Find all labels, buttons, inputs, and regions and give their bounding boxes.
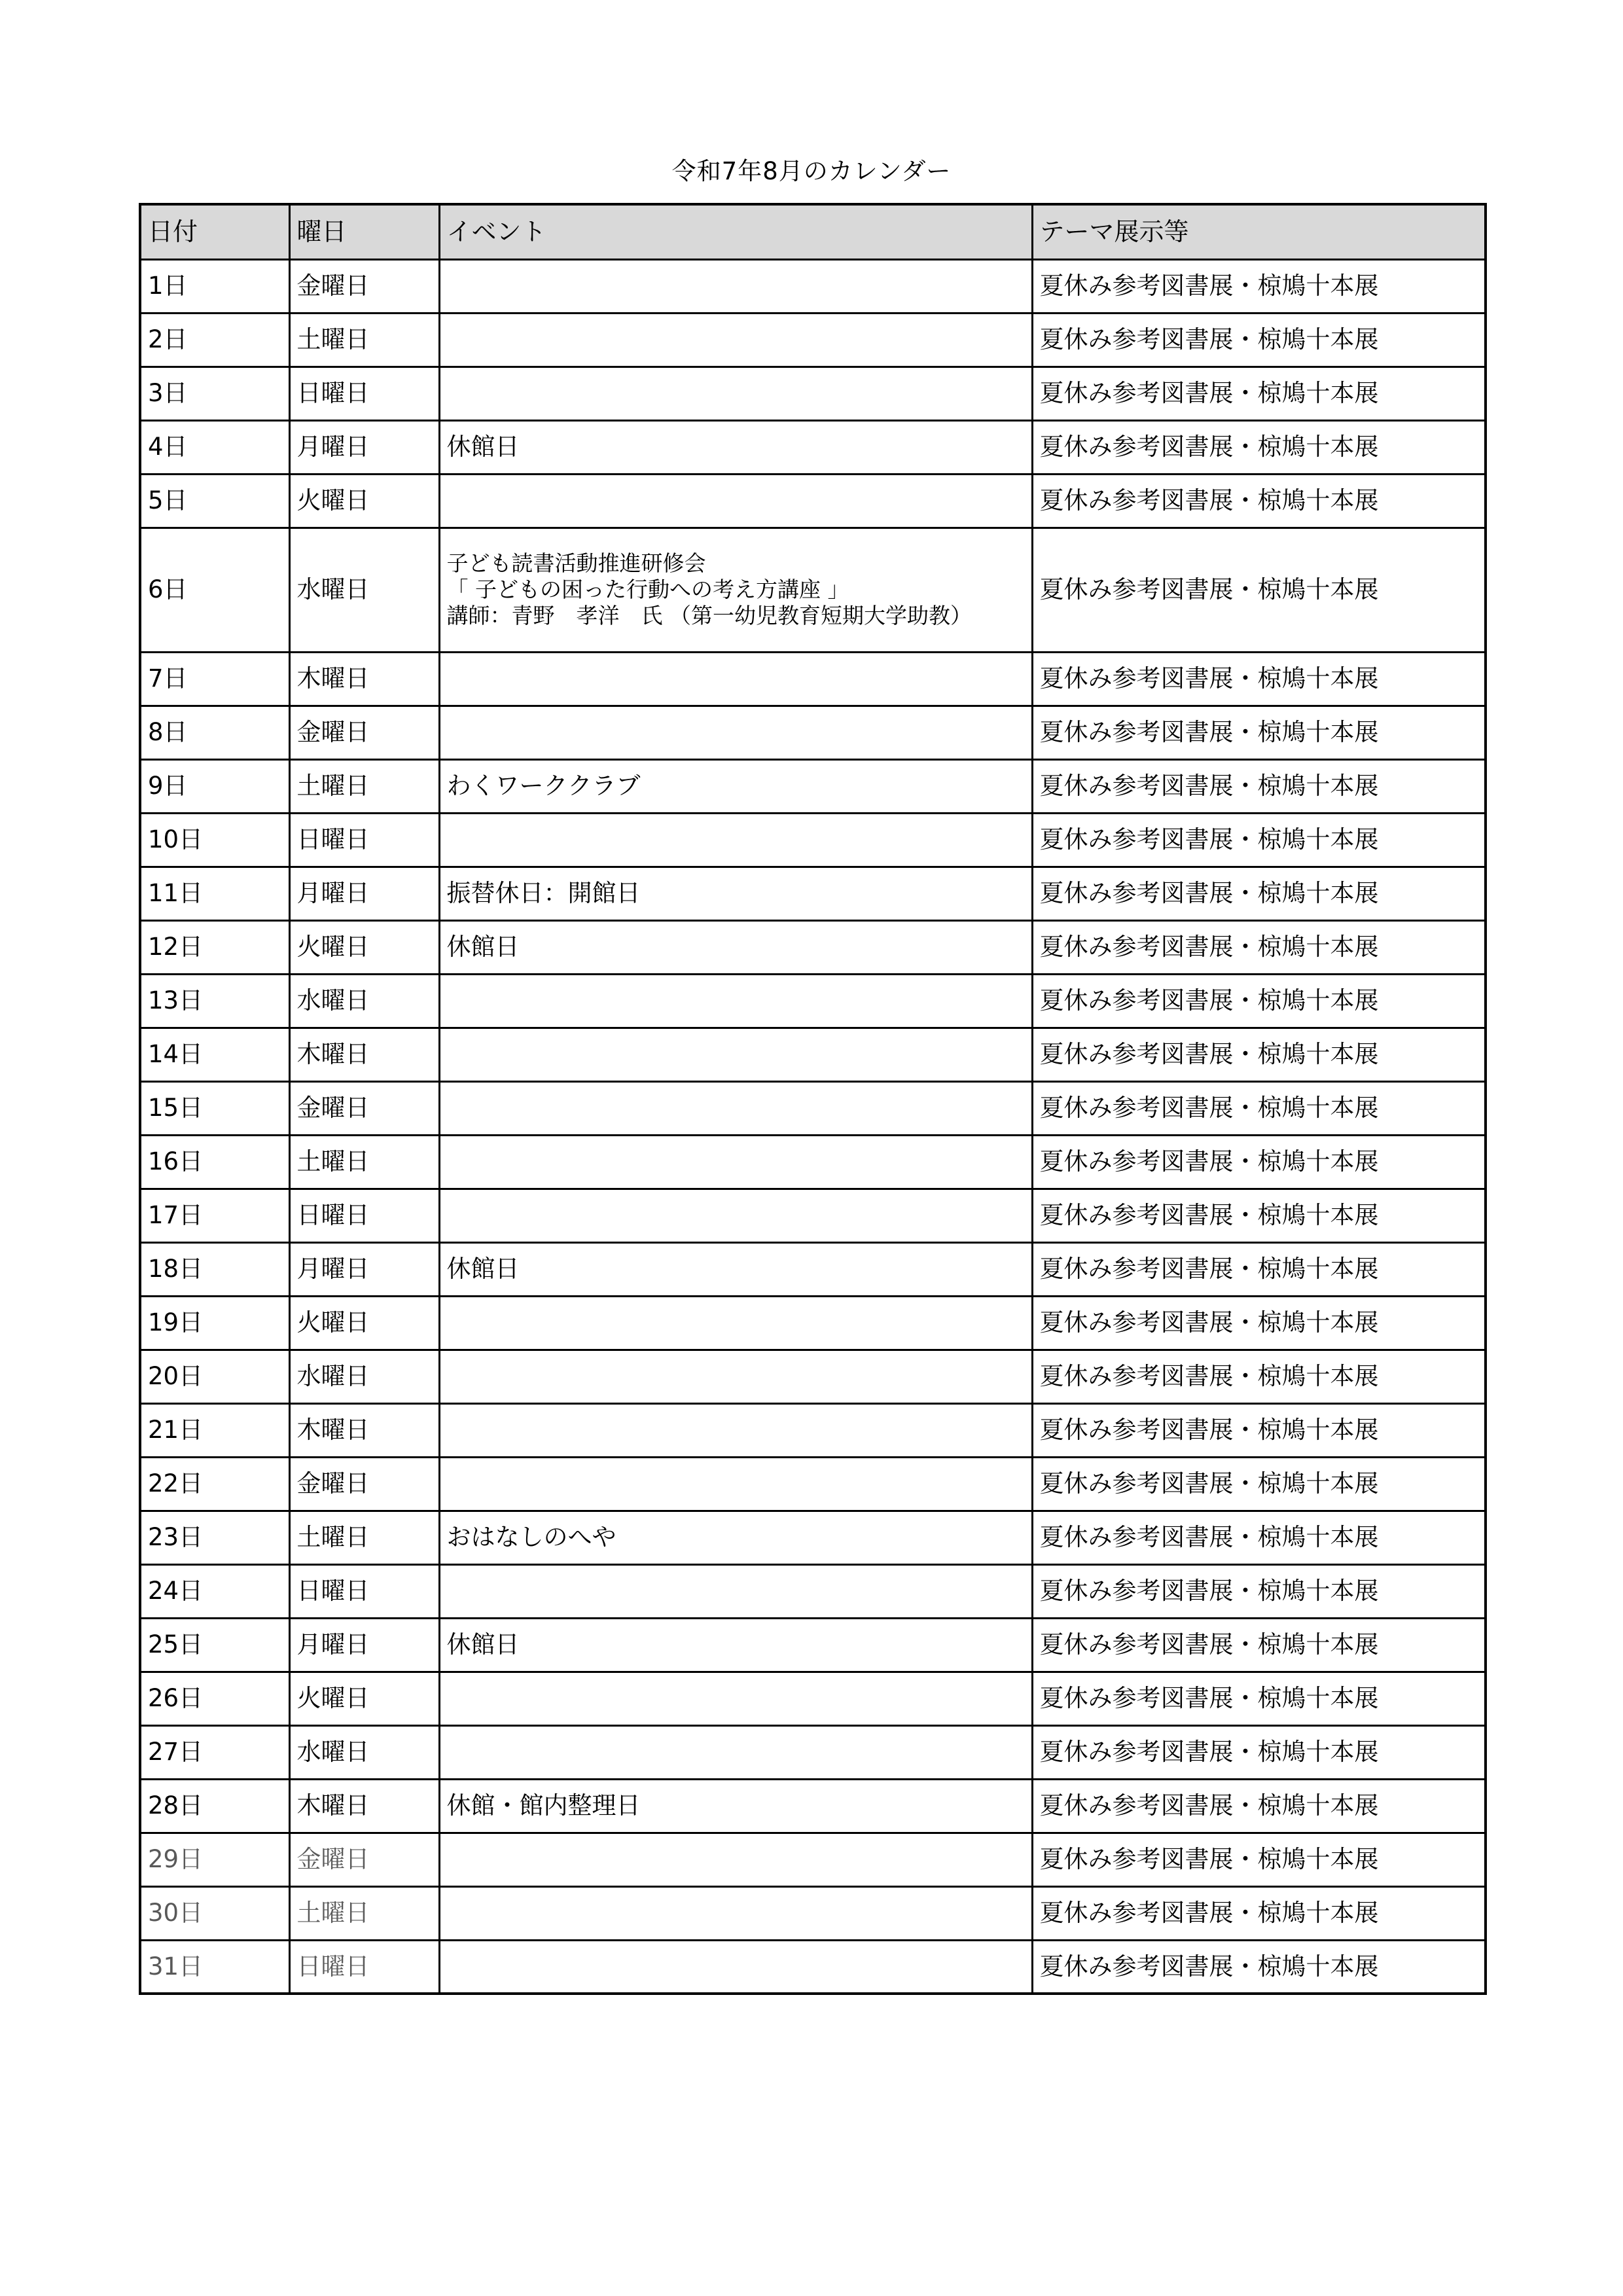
- theme-cell: 夏休み参考図書展・椋鳩十本展: [1032, 528, 1486, 652]
- event-cell: [439, 813, 1032, 867]
- date-cell: 15日: [140, 1081, 289, 1135]
- theme-cell: 夏休み参考図書展・椋鳩十本展: [1032, 1779, 1486, 1833]
- table-row: [140, 420, 1486, 474]
- weekday-cell: 月曜日: [289, 1618, 439, 1672]
- event-cell: [439, 259, 1032, 313]
- table-row: [140, 652, 1486, 706]
- date-cell: 23日: [140, 1511, 289, 1564]
- date-cell: 19日: [140, 1296, 289, 1350]
- theme-cell: 夏休み参考図書展・椋鳩十本展: [1032, 1350, 1486, 1403]
- theme-cell: 夏休み参考図書展・椋鳩十本展: [1032, 1564, 1486, 1618]
- table-row: [140, 974, 1486, 1028]
- weekday-cell: 火曜日: [289, 474, 439, 528]
- event-cell: おはなしのへや: [439, 1511, 1032, 1564]
- date-cell: 11日: [140, 867, 289, 920]
- table-row: [140, 1564, 1486, 1618]
- weekday-cell: 日曜日: [289, 367, 439, 420]
- table-row: [140, 313, 1486, 367]
- date-cell: 28日: [140, 1779, 289, 1833]
- date-cell: 30日: [140, 1886, 289, 1940]
- theme-cell: 夏休み参考図書展・椋鳩十本展: [1032, 1940, 1486, 1994]
- theme-cell: 夏休み参考図書展・椋鳩十本展: [1032, 1028, 1486, 1081]
- theme-cell: 夏休み参考図書展・椋鳩十本展: [1032, 1886, 1486, 1940]
- table-row: [140, 1833, 1486, 1886]
- event-cell: [439, 1457, 1032, 1511]
- weekday-cell: 日曜日: [289, 1189, 439, 1242]
- weekday-cell: 金曜日: [289, 1457, 439, 1511]
- theme-cell: 夏休み参考図書展・椋鳩十本展: [1032, 259, 1486, 313]
- event-line: 講師：青野 孝洋 氏 （第一幼児教育短期大学助教）: [446, 603, 972, 628]
- theme-cell: 夏休み参考図書展・椋鳩十本展: [1032, 1189, 1486, 1242]
- table-row: [140, 1886, 1486, 1940]
- event-cell: 休館日: [439, 420, 1032, 474]
- theme-cell: 夏休み参考図書展・椋鳩十本展: [1032, 313, 1486, 367]
- date-cell: 27日: [140, 1725, 289, 1779]
- weekday-cell: 土曜日: [289, 1886, 439, 1940]
- event-cell: [439, 1886, 1032, 1940]
- page-title: 令和7年8月のカレンダー: [671, 157, 952, 185]
- event-cell: [439, 1189, 1032, 1242]
- theme-cell: 夏休み参考図書展・椋鳩十本展: [1032, 474, 1486, 528]
- date-cell: 14日: [140, 1028, 289, 1081]
- weekday-cell: 水曜日: [289, 528, 439, 652]
- table-row: [140, 259, 1486, 313]
- table-row: [140, 813, 1486, 867]
- date-cell: 4日: [140, 420, 289, 474]
- event-cell: [439, 1672, 1032, 1725]
- theme-cell: 夏休み参考図書展・椋鳩十本展: [1032, 920, 1486, 974]
- header-row: [140, 204, 1486, 259]
- date-cell: 8日: [140, 706, 289, 759]
- event-cell: [439, 528, 1032, 652]
- theme-cell: 夏休み参考図書展・椋鳩十本展: [1032, 420, 1486, 474]
- event-line: 「 子どもの困った行動への考え方講座 」: [446, 577, 849, 602]
- header-event: イベント: [439, 204, 1032, 259]
- weekday-cell: 金曜日: [289, 706, 439, 759]
- event-cell: [439, 1296, 1032, 1350]
- table-row: [140, 1457, 1486, 1511]
- weekday-cell: 水曜日: [289, 1725, 439, 1779]
- theme-cell: 夏休み参考図書展・椋鳩十本展: [1032, 706, 1486, 759]
- date-cell: 21日: [140, 1403, 289, 1457]
- theme-cell: 夏休み参考図書展・椋鳩十本展: [1032, 1511, 1486, 1564]
- header-weekday: 曜日: [289, 204, 439, 259]
- theme-cell: 夏休み参考図書展・椋鳩十本展: [1032, 813, 1486, 867]
- table-row: [140, 867, 1486, 920]
- theme-cell: 夏休み参考図書展・椋鳩十本展: [1032, 652, 1486, 706]
- weekday-cell: 水曜日: [289, 974, 439, 1028]
- theme-cell: 夏休み参考図書展・椋鳩十本展: [1032, 1403, 1486, 1457]
- event-cell: [439, 1725, 1032, 1779]
- theme-cell: 夏休み参考図書展・椋鳩十本展: [1032, 1725, 1486, 1779]
- table-row: [140, 920, 1486, 974]
- date-cell: 20日: [140, 1350, 289, 1403]
- theme-cell: 夏休み参考図書展・椋鳩十本展: [1032, 1833, 1486, 1886]
- event-cell: [439, 1350, 1032, 1403]
- event-cell: [439, 1081, 1032, 1135]
- event-cell: [439, 1940, 1032, 1994]
- date-cell: 31日: [140, 1940, 289, 1994]
- event-cell: [439, 1833, 1032, 1886]
- event-cell: [439, 474, 1032, 528]
- theme-cell: 夏休み参考図書展・椋鳩十本展: [1032, 1242, 1486, 1296]
- date-cell: 12日: [140, 920, 289, 974]
- date-cell: 9日: [140, 759, 289, 813]
- weekday-cell: 木曜日: [289, 1028, 439, 1081]
- event-cell: 休館日: [439, 920, 1032, 974]
- weekday-cell: 日曜日: [289, 1564, 439, 1618]
- event-cell: 休館日: [439, 1242, 1032, 1296]
- event-cell: [439, 1403, 1032, 1457]
- date-cell: 24日: [140, 1564, 289, 1618]
- weekday-cell: 木曜日: [289, 652, 439, 706]
- weekday-cell: 日曜日: [289, 813, 439, 867]
- date-cell: 17日: [140, 1189, 289, 1242]
- header-date: 日付: [140, 204, 289, 259]
- event-cell: 休館・館内整理日: [439, 1779, 1032, 1833]
- event-cell: わくワーククラブ: [439, 759, 1032, 813]
- event-cell: [439, 367, 1032, 420]
- theme-cell: 夏休み参考図書展・椋鳩十本展: [1032, 1672, 1486, 1725]
- table-row: [140, 706, 1486, 759]
- weekday-cell: 月曜日: [289, 420, 439, 474]
- date-cell: 25日: [140, 1618, 289, 1672]
- date-cell: 22日: [140, 1457, 289, 1511]
- event-line: 子ども読書活動推進研修会: [446, 550, 706, 576]
- event-cell: [439, 652, 1032, 706]
- date-cell: 16日: [140, 1135, 289, 1189]
- weekday-cell: 金曜日: [289, 259, 439, 313]
- weekday-cell: 火曜日: [289, 1296, 439, 1350]
- date-cell: 10日: [140, 813, 289, 867]
- theme-cell: 夏休み参考図書展・椋鳩十本展: [1032, 1296, 1486, 1350]
- table-row: [140, 1940, 1486, 1994]
- calendar-table: [139, 203, 1487, 1995]
- date-cell: 29日: [140, 1833, 289, 1886]
- theme-cell: 夏休み参考図書展・椋鳩十本展: [1032, 1081, 1486, 1135]
- table-row: [140, 1350, 1486, 1403]
- weekday-cell: 土曜日: [289, 1135, 439, 1189]
- weekday-cell: 火曜日: [289, 920, 439, 974]
- table-row: [140, 1672, 1486, 1725]
- date-cell: 13日: [140, 974, 289, 1028]
- weekday-cell: 木曜日: [289, 1403, 439, 1457]
- theme-cell: 夏休み参考図書展・椋鳩十本展: [1032, 1457, 1486, 1511]
- weekday-cell: 日曜日: [289, 1940, 439, 1994]
- date-cell: 7日: [140, 652, 289, 706]
- table-row: [140, 1779, 1486, 1833]
- event-cell: 休館日: [439, 1618, 1032, 1672]
- event-cell: 振替休日：開館日: [439, 867, 1032, 920]
- date-cell: 2日: [140, 313, 289, 367]
- table-row: [140, 528, 1486, 652]
- date-cell: 1日: [140, 259, 289, 313]
- event-cell: [439, 974, 1032, 1028]
- table-row: [140, 1511, 1486, 1564]
- date-cell: 5日: [140, 474, 289, 528]
- event-cell: [439, 1135, 1032, 1189]
- weekday-cell: 水曜日: [289, 1350, 439, 1403]
- theme-cell: 夏休み参考図書展・椋鳩十本展: [1032, 867, 1486, 920]
- theme-cell: 夏休み参考図書展・椋鳩十本展: [1032, 974, 1486, 1028]
- table-row: [140, 1296, 1486, 1350]
- date-cell: 26日: [140, 1672, 289, 1725]
- event-cell: [439, 1564, 1032, 1618]
- theme-cell: 夏休み参考図書展・椋鳩十本展: [1032, 1618, 1486, 1672]
- theme-cell: 夏休み参考図書展・椋鳩十本展: [1032, 367, 1486, 420]
- table-row: [140, 1403, 1486, 1457]
- table-row: [140, 367, 1486, 420]
- weekday-cell: 火曜日: [289, 1672, 439, 1725]
- date-cell: 3日: [140, 367, 289, 420]
- weekday-cell: 金曜日: [289, 1833, 439, 1886]
- weekday-cell: 土曜日: [289, 759, 439, 813]
- weekday-cell: 土曜日: [289, 1511, 439, 1564]
- theme-cell: 夏休み参考図書展・椋鳩十本展: [1032, 1135, 1486, 1189]
- table-row: [140, 1135, 1486, 1189]
- weekday-cell: 土曜日: [289, 313, 439, 367]
- event-cell: [439, 1028, 1032, 1081]
- event-cell: [439, 313, 1032, 367]
- table-row: [140, 1242, 1486, 1296]
- weekday-cell: 月曜日: [289, 1242, 439, 1296]
- theme-cell: 夏休み参考図書展・椋鳩十本展: [1032, 759, 1486, 813]
- table-row: [140, 474, 1486, 528]
- weekday-cell: 月曜日: [289, 867, 439, 920]
- table-row: [140, 1189, 1486, 1242]
- table-row: [140, 1081, 1486, 1135]
- weekday-cell: 木曜日: [289, 1779, 439, 1833]
- header-theme: テーマ展示等: [1032, 204, 1486, 259]
- weekday-cell: 金曜日: [289, 1081, 439, 1135]
- date-cell: 6日: [140, 528, 289, 652]
- event-cell: [439, 706, 1032, 759]
- table-row: [140, 1618, 1486, 1672]
- table-row: [140, 1028, 1486, 1081]
- date-cell: 18日: [140, 1242, 289, 1296]
- table-row: [140, 759, 1486, 813]
- table-row: [140, 1725, 1486, 1779]
